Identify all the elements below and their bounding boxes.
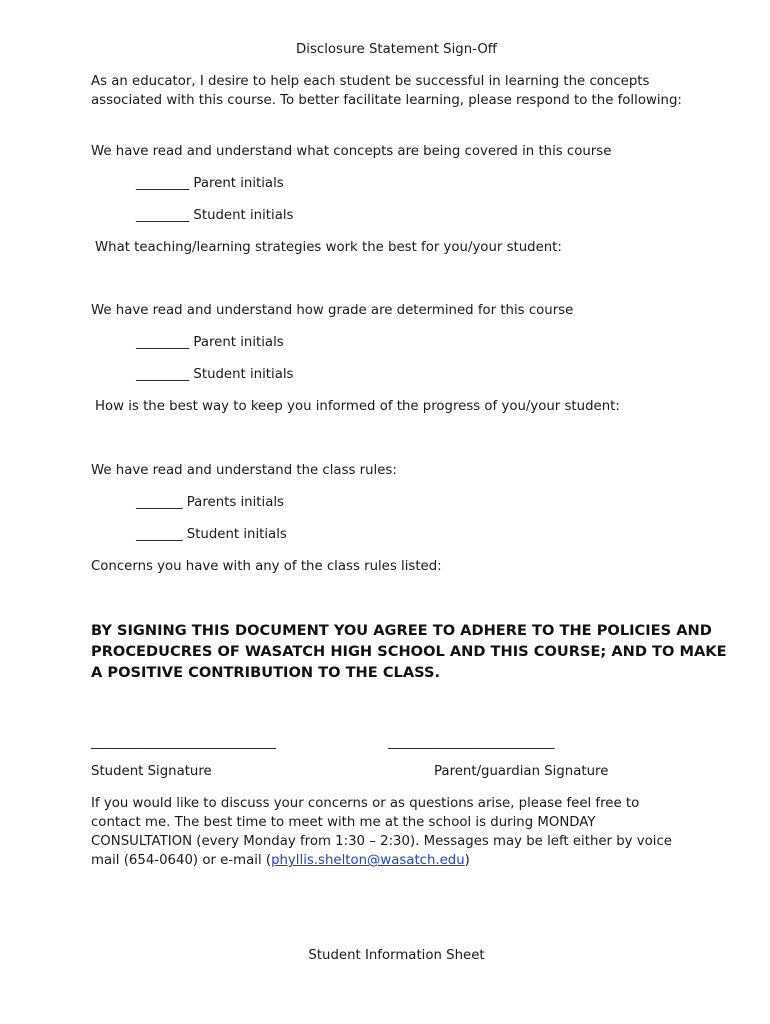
question-strategies: What teaching/learning strategies work the best for you/your student: [95,240,562,255]
contact-text: If you would like to discuss your concerns or as questions arise, please feel free to contact me. The best time to meet with me at the school is during MONDAY CONSULTATION (every Monday from 1:30 – 2:30). Messages may be left either by voice mail (654-0640) or e-mail ( [91,796,672,868]
parent-signature-label: Parent/guardian Signature [434,764,609,779]
parent-initials-field: ________ Parent initials [136,335,284,350]
statement-concepts: We have read and understand what concepts are being covered in this course [91,144,612,159]
intro-paragraph: As an educator, I desire to help each student be successful in learning the concepts associated with this course. To better facilitate learning, please respond to the following: [91,74,682,108]
student-initials-field: ________ Student initials [136,208,294,223]
student-initials-field: ________ Student initials [136,367,294,382]
statement-rules: We have read and understand the class rules: [91,463,397,478]
footer-title: Student Information Sheet [308,948,485,963]
agreement-statement: BY SIGNING THIS DOCUMENT YOU AGREE TO ADHERE TO THE POLICIES AND PROCEDUCRES OF WASATCH HIGH SCHOOL AND THIS COURSE; AND TO MAKE A POSITIVE CONTRIBUTION TO THE CLASS. [91,622,727,681]
parent-initials-field: ________ Parent initials [136,176,284,191]
document-title: Disclosure Statement Sign-Off [296,42,497,57]
student-signature-line: ______________________________ [91,735,276,750]
parent-initials-field: _______ Parents initials [136,495,284,510]
parent-signature-line: ___________________________ [388,735,555,750]
contact-close: ) [464,853,470,868]
statement-grades: We have read and understand how grade are determined for this course [91,303,574,318]
student-signature-label: Student Signature [91,764,212,779]
question-progress: How is the best way to keep you informed of the progress of you/your student: [95,399,620,414]
contact-paragraph [91,794,681,870]
student-initials-field: _______ Student initials [136,527,287,542]
question-concerns: Concerns you have with any of the class rules listed: [91,559,442,574]
email-link[interactable]: phyllis.shelton@wasatch.edu [271,853,465,868]
